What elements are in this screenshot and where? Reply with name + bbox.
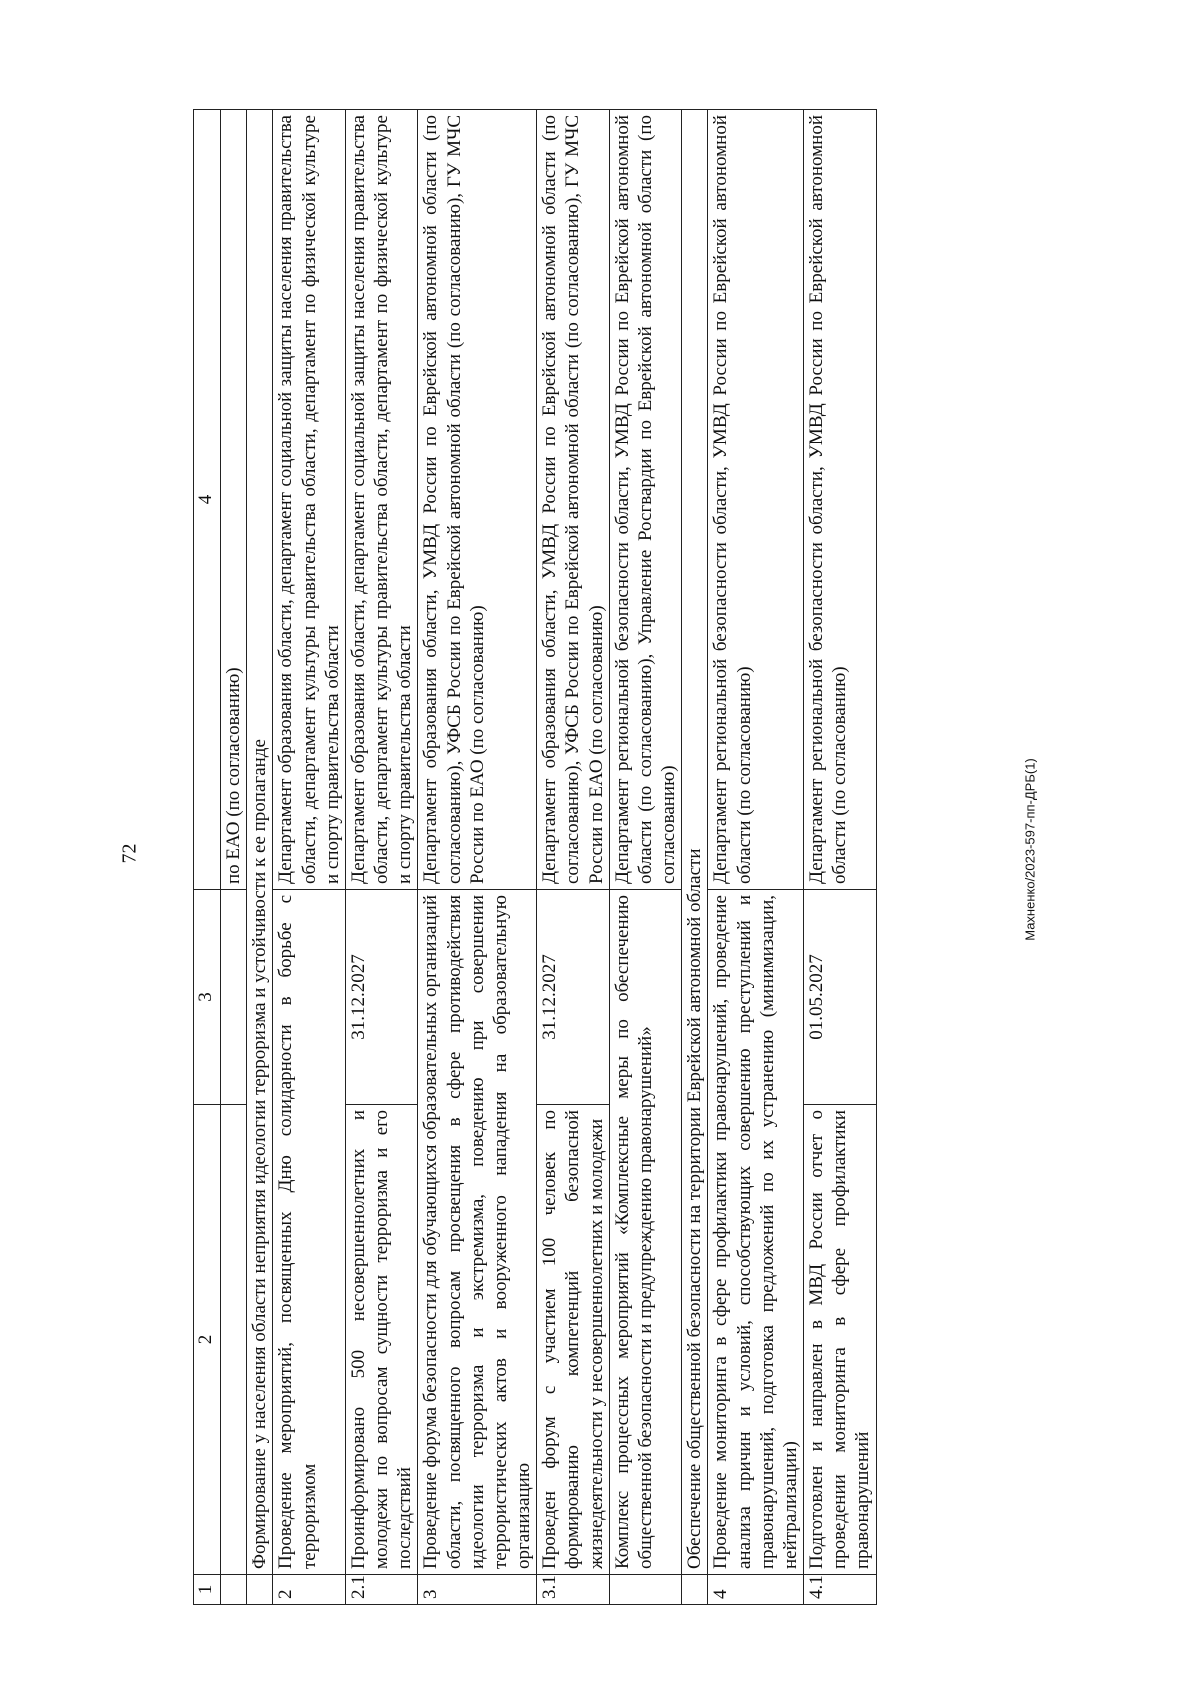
section-title: Обеспечение общественной безопасности на территории Еврейской автономной области <box>682 110 708 1575</box>
table-row <box>537 110 610 1605</box>
section-row <box>247 110 273 1605</box>
responsible-cell: Департамент образования области, департамент социальной защиты населения правительства области, департамент культуры правительства области, департамент по физической культуре и спорту правительства области <box>345 110 418 890</box>
responsible-cell: по ЕАО (по согласованию) <box>221 110 247 890</box>
responsible-cell: Департамент образования области, УМВД России по Еврейской автономной области (по согласованию), УФСБ России по Еврейской автономной области (по согласованию), ГУ МЧС России по ЕАО (по согласованию) <box>418 110 537 890</box>
table-row <box>221 110 247 1605</box>
section-row <box>682 110 708 1605</box>
plan-table <box>193 109 877 1605</box>
col-header-1: 1 <box>194 1575 221 1605</box>
table-row <box>609 110 682 1605</box>
responsible-cell: Департамент образования области, УМВД России по Еврейской автономной области (по согласованию), УФСБ России по Еврейской автономной области (по согласованию), ГУ МЧС России по ЕАО (по согласованию) <box>537 110 610 890</box>
task-cell: Проинформировано 500 несовершеннолетних и молодежи по вопросам сущности терроризма и его последствий <box>345 1105 418 1575</box>
table-row <box>345 110 418 1605</box>
table-row <box>708 110 804 1605</box>
row-number: 2.1 <box>345 1575 418 1605</box>
row-number: 3 <box>418 1575 537 1605</box>
section-title: Формирование у населения области неприятия идеологии терроризма и устойчивости к ее пропаганде <box>247 110 273 1575</box>
responsible-cell: Департамент региональной безопасности области, УМВД России по Еврейской автономной области (по согласованию) <box>804 110 877 890</box>
col-header-2: 2 <box>194 1105 221 1575</box>
task-cell: Проведение мероприятий, посвященных Дню солидарности в борьбе с терроризмом <box>273 890 346 1575</box>
row-number: 4 <box>708 1575 804 1605</box>
date-cell: 01.05.2027 <box>804 890 877 1105</box>
task-cell: Комплекс процессных мероприятий «Комплексные меры по обеспечению общественной безопасности и предупреждению правонарушений» <box>609 890 682 1575</box>
row-number: 3.1 <box>537 1575 610 1605</box>
responsible-cell: Департамент региональной безопасности области, УМВД России по Еврейской автономной области (по согласованию) <box>708 110 804 890</box>
responsible-cell: Департамент региональной безопасности области, УМВД России по Еврейской автономной области (по согласованию), Управление Росгвардии по Еврейской автономной области (по согласованию) <box>609 110 682 890</box>
task-cell: Проведен форум с участием 100 человек по формированию компетенций безопасной жизнедеятельности у несовершеннолетних и молодежи <box>537 1105 610 1575</box>
page-number: 72 <box>118 843 141 864</box>
table-row <box>804 110 877 1605</box>
rotated-table-container <box>193 110 1033 1605</box>
table-row <box>418 110 537 1605</box>
column-number-row <box>194 110 221 1605</box>
footer-code: Махненко/2023-597-пп-ДРБ(1) <box>1022 758 1038 941</box>
row-number: 4.1 <box>804 1575 877 1605</box>
task-cell: Проведение мониторинга в сфере профилактики правонарушений, проведение анализа причин и условий, способствующих совершению преступлений и правонарушений, подготовка предложений по их устранению (минимизации, нейтрализации) <box>708 890 804 1575</box>
col-header-3: 3 <box>194 890 221 1105</box>
date-cell: 31.12.2027 <box>537 890 610 1105</box>
col-header-4: 4 <box>194 110 221 890</box>
date-cell: 31.12.2027 <box>345 890 418 1105</box>
row-number: 2 <box>273 1575 346 1605</box>
task-cell: Подготовлен и направлен в МВД России отчет о проведении мониторинга в сфере профилактики правонарушений <box>804 1105 877 1575</box>
table-row <box>273 110 346 1605</box>
task-cell: Проведение форума безопасности для обучающихся образовательных организаций области, посвященного вопросам просвещения в сфере противодействия идеологии терроризма и экстремизма, поведению при совершении террористических актов и вооруженного нападения на образовательную организацию <box>418 890 537 1575</box>
responsible-cell: Департамент образования области, департамент социальной защиты населения правительства области, департамент культуры правительства области, департамент по физической культуре и спорту правительства области <box>273 110 346 890</box>
row-number <box>609 1575 682 1605</box>
